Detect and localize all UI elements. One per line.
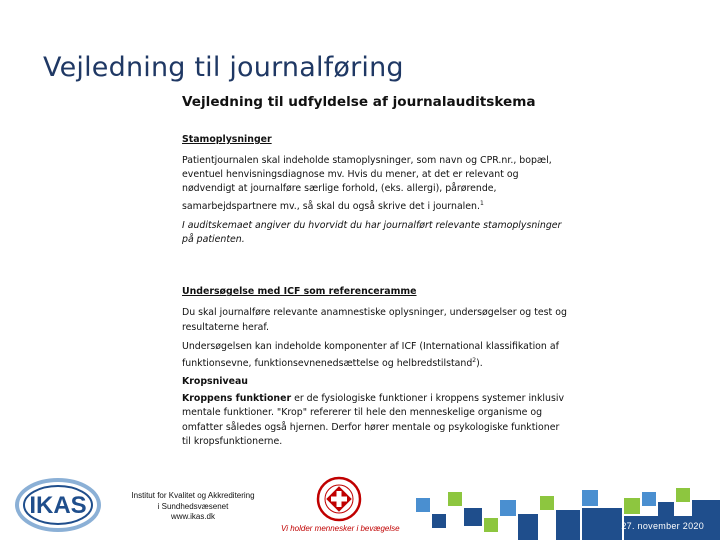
ikas-logo <box>14 477 102 533</box>
footnote-mark-2: 2 <box>472 356 477 364</box>
footer-mosaic-graphic <box>416 488 720 540</box>
document-title: Vejledning til udfyldelse af journalauditskema <box>182 94 536 110</box>
association-seal-icon <box>316 476 362 522</box>
ikas-logo-text: IKAS <box>29 492 87 519</box>
institute-address <box>118 491 268 523</box>
document-image <box>182 94 570 454</box>
slide-date: 27. november 2020 <box>621 521 704 531</box>
institute-name: Institut for Kvalitet og Akkreditering <box>131 491 255 500</box>
section1-paragraph-2: I auditskemaet angiver du hvorvidt du har journalført relevante stamoplysninger på patienten. <box>182 219 562 246</box>
section-heading-stamoplysninger: Stamoplysninger <box>182 134 272 145</box>
section2-paragraph-2 <box>182 340 570 372</box>
slide-title: Vejledning til journalføring <box>43 52 404 83</box>
section-heading-undersogelse: Undersøgelse med ICF som referenceramme <box>182 286 417 298</box>
section2-paragraph-2-end: ). <box>476 358 483 370</box>
section1-paragraph-1 <box>182 154 570 214</box>
institute-website[interactable]: www.ikas.dk <box>170 512 215 521</box>
kroppens-funktioner-term: Kroppens funktioner <box>182 393 292 405</box>
section1-paragraph-1-text: Patientjournalen skal indeholde stamoplysninger, som navn og CPR.nr., bopæl, eventuel henvisningsdiagnose mv. Hvis du mener, at det er relevant og nødvendigt at journalføre særlige forhold, (eks. allergi), pårørende, samarbejdspartnere mv., så skal du også skrive det i journalen. <box>182 155 552 212</box>
footnote-mark-1: 1 <box>479 199 484 207</box>
section2-paragraph-2-text: Undersøgelsen kan indeholde komponenter af ICF (International klassifikation af funktionsevne, funktionsevnenedsættelse og helbredstilstand <box>182 340 559 370</box>
institute-subname: i Sundhedsvæsenet <box>157 501 229 511</box>
section2-paragraph-3 <box>182 392 570 449</box>
section2-paragraph-3-text: er de fysiologiske funktioner i kroppens systemer inklusiv mentale funktioner. "Krop" refererer til hele den menneskelige organisme og omfatter således også hjernen. Derfor hører mentale og psykologiske funktioner til kropsfunktionerne. <box>182 393 565 447</box>
association-tagline: Vi holder mennesker i bevægelse <box>281 524 400 533</box>
section2-paragraph-1: Du skal journalføre relevante anamnestiske oplysninger, undersøgelser og test og resultaterne heraf. <box>182 307 567 333</box>
subheading-kropsniveau: Kropsniveau <box>182 376 248 388</box>
